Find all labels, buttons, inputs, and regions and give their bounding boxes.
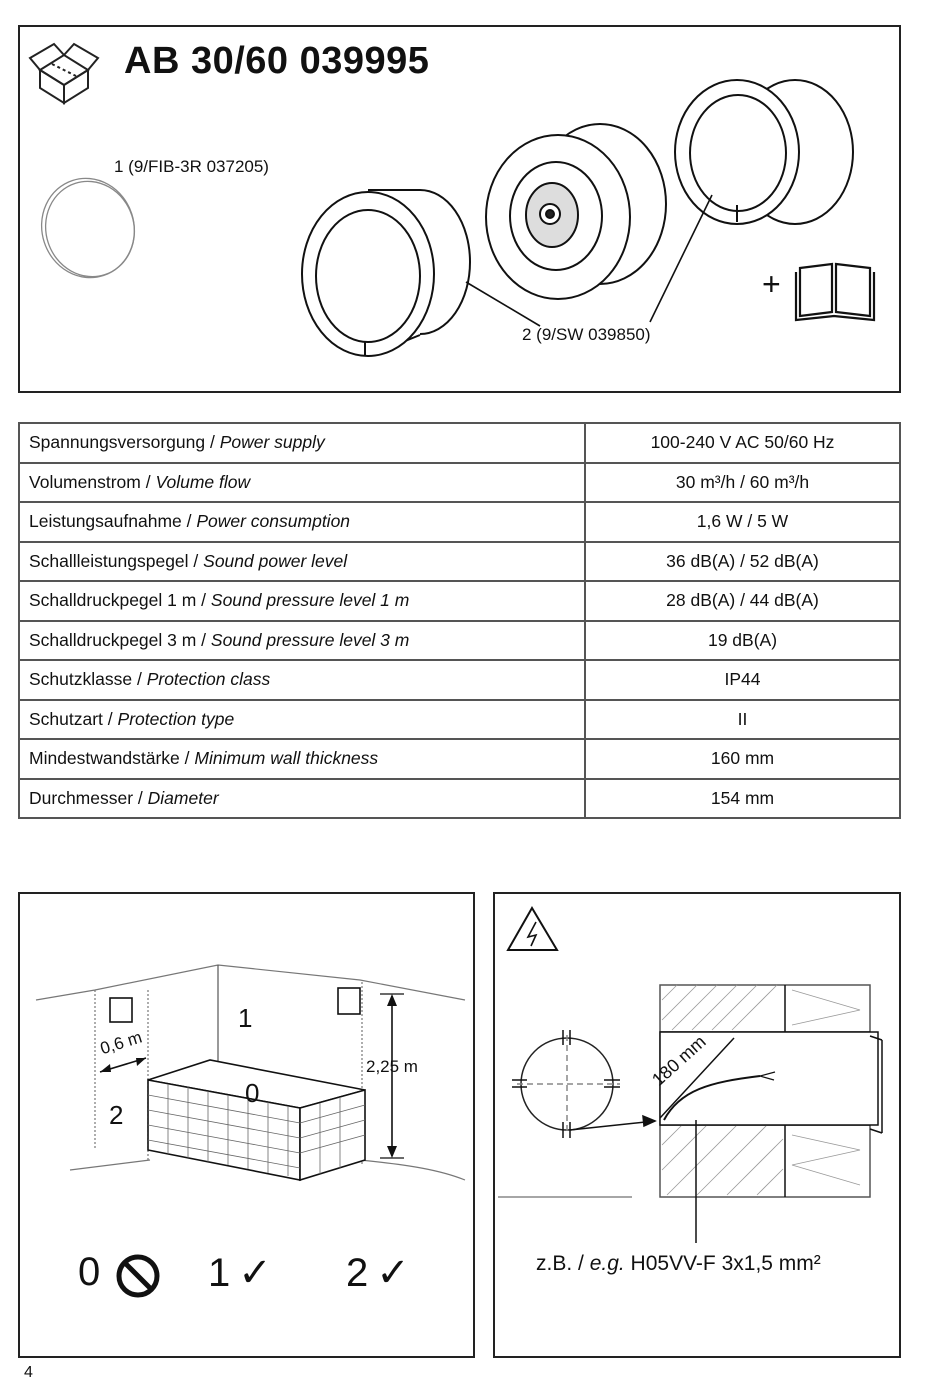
spec-label-en: Sound pressure level 1 m [210, 590, 410, 611]
spec-label-de: Mindestwandstärke [29, 748, 180, 769]
spec-label-en: Minimum wall thickness [194, 748, 379, 769]
spec-label [19, 423, 585, 463]
spec-label-de: Schalldruckpegel 3 m [29, 629, 197, 650]
zone-1-number: 1 [208, 1250, 231, 1295]
spec-label-de: Durchmesser [29, 787, 134, 808]
spec-label-en: Sound pressure level 3 m [210, 629, 410, 650]
spec-label-separator: / [188, 550, 204, 571]
spec-label-separator: / [181, 511, 197, 532]
spec-value: 36 dB(A) / 52 dB(A) [585, 542, 900, 582]
spec-label-en: Diameter [147, 787, 219, 808]
spec-label [19, 502, 585, 542]
spec-row [19, 581, 900, 621]
zone-label-2: 2 [109, 1100, 124, 1130]
spec-label-en: Protection class [146, 669, 271, 690]
cable-type: H05VV-F 3x1,5 mm² [624, 1252, 821, 1275]
spec-value: 28 dB(A) / 44 dB(A) [585, 581, 900, 621]
spec-label-separator: / [196, 629, 211, 650]
manual-book-icon [796, 264, 874, 320]
box-icon [30, 44, 98, 103]
dim-height: 2,25 m [366, 1057, 418, 1076]
page-number: 4 [24, 1364, 33, 1381]
zone-2-legend [346, 1250, 410, 1296]
cable-prefix-en: e.g. [589, 1252, 625, 1275]
spec-label-separator: / [133, 787, 148, 808]
spec-label [19, 621, 585, 661]
spec-label-de: Schallleistungspegel [29, 550, 189, 571]
zone-0-number: 0 [78, 1250, 101, 1294]
check-icon: ✓ [376, 1251, 410, 1295]
wiring-panel [493, 892, 901, 1358]
spec-row [19, 463, 900, 503]
spec-value: 19 dB(A) [585, 621, 900, 661]
spec-label [19, 463, 585, 503]
spec-row [19, 542, 900, 582]
spec-label-separator: / [205, 432, 220, 453]
spec-label-de: Leistungsaufnahme [29, 511, 182, 532]
part1-label: 1 (9/FIB-3R 037205) [114, 157, 269, 176]
fan-unit [486, 124, 666, 299]
spec-label-en: Sound power level [203, 550, 348, 571]
spec-label [19, 779, 585, 819]
zone-label-0: 0 [245, 1078, 260, 1108]
spec-row [19, 660, 900, 700]
spec-row [19, 739, 900, 779]
spec-label [19, 581, 585, 621]
spec-label-separator: / [102, 708, 118, 729]
spec-value: 154 mm [585, 779, 900, 819]
zone-2-number: 2 [346, 1250, 369, 1295]
spec-value: IP44 [585, 660, 900, 700]
spec-row [19, 502, 900, 542]
spec-label [19, 700, 585, 740]
spec-value: 1,6 W / 5 W [585, 502, 900, 542]
cable-spec [536, 1252, 821, 1276]
spec-value: 160 mm [585, 739, 900, 779]
zone-1-legend [208, 1250, 272, 1296]
filter-disc [29, 166, 147, 290]
spec-label [19, 739, 585, 779]
spec-label-separator: / [196, 590, 211, 611]
spec-label-de: Volumenstrom [29, 471, 141, 492]
spec-label [19, 660, 585, 700]
part2-label: 2 (9/SW 039850) [522, 325, 651, 344]
spec-value: 100-240 V AC 50/60 Hz [585, 423, 900, 463]
spec-label [19, 542, 585, 582]
spec-label-de: Spannungsversorgung [29, 432, 206, 453]
spec-row [19, 423, 900, 463]
spec-row [19, 779, 900, 819]
check-icon: ✓ [238, 1251, 272, 1295]
spec-label-en: Protection type [117, 708, 235, 729]
spec-label-separator: / [179, 748, 195, 769]
spec-value: II [585, 700, 900, 740]
spec-label-separator: / [132, 669, 147, 690]
spec-label-de: Schutzart [29, 708, 103, 729]
dim-width: 0,6 m [98, 1027, 145, 1059]
product-title: AB 30/60 039995 [124, 40, 430, 82]
spec-label-en: Volume flow [155, 471, 251, 492]
spec-value: 30 m³/h / 60 m³/h [585, 463, 900, 503]
spec-row [19, 700, 900, 740]
spec-label-en: Power supply [219, 432, 325, 453]
spec-label-en: Power consumption [196, 511, 351, 532]
sleeve-right [675, 80, 853, 224]
sleeve-left [302, 190, 470, 356]
dim-cable-length: 180 mm [648, 1031, 710, 1090]
spec-label-de: Schalldruckpegel 1 m [29, 590, 197, 611]
cable-prefix: z.B. / [536, 1252, 590, 1275]
plus-sign: + [762, 266, 781, 302]
zone-0-legend [78, 1250, 100, 1295]
spec-label-separator: / [140, 471, 156, 492]
zone-label-1: 1 [238, 1003, 253, 1033]
spec-table [18, 422, 901, 819]
spec-row [19, 621, 900, 661]
spec-label-de: Schutzklasse [29, 669, 133, 690]
